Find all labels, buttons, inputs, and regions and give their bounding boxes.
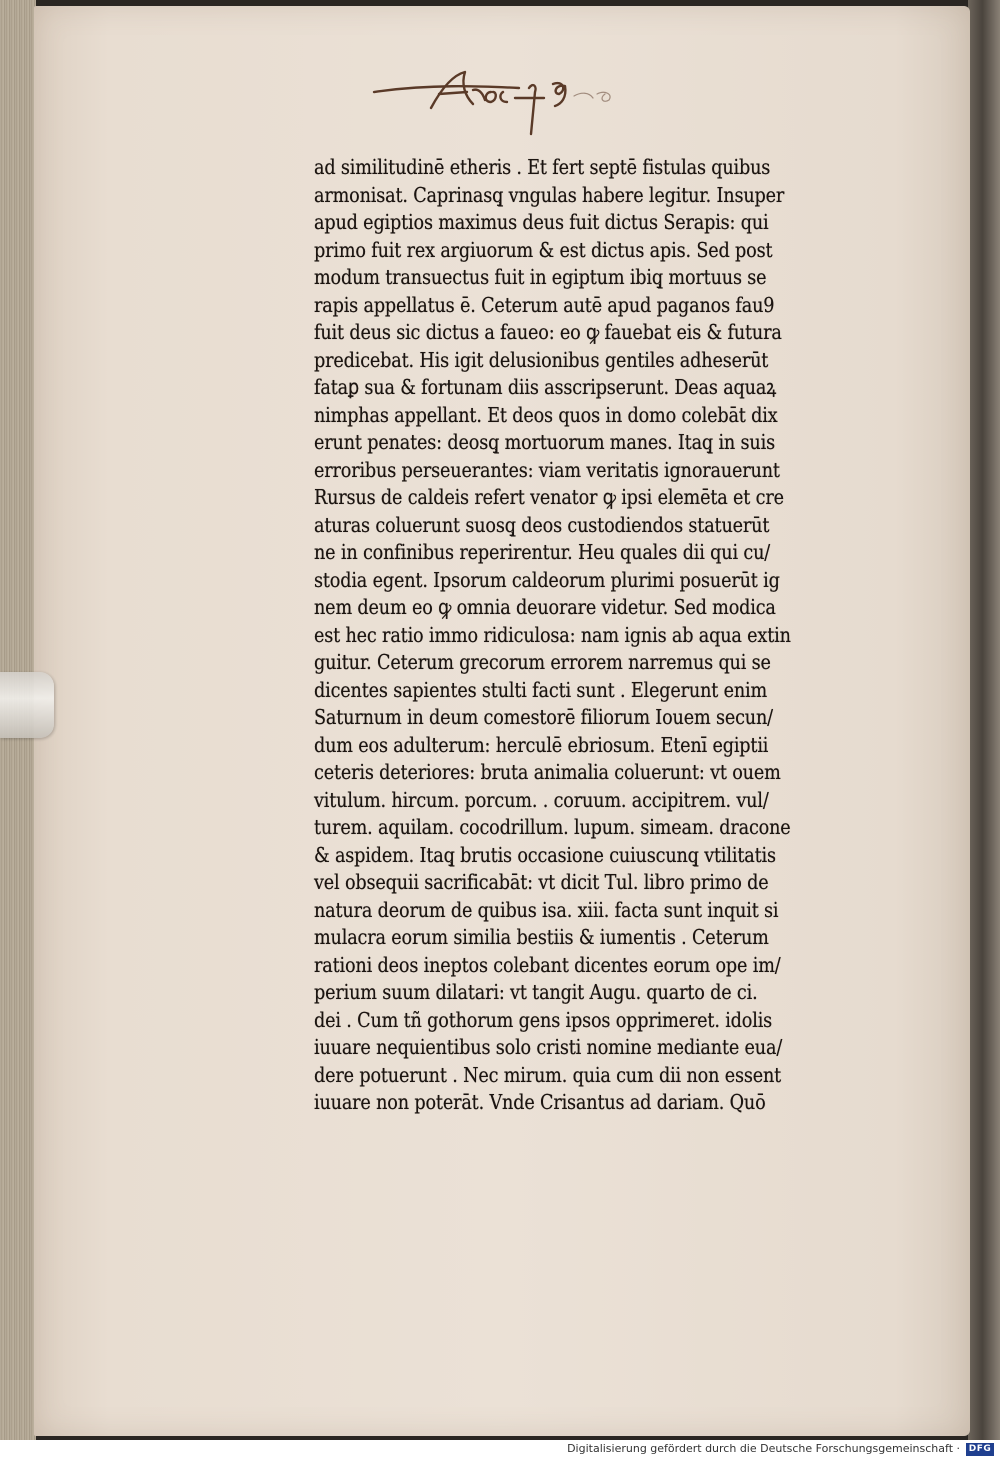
text-line: stodia egent. Ipsorum caldeorum plurimi posuerūt ig [314,567,780,592]
text-line: erunt penates: deosq̧ mortuorum manes. Itaq̧ in suis [314,430,775,454]
text-line: predicebat. His igit delusionibus gentiles adheserūt [314,347,769,372]
text-line: dum eos adulterum: herculē ebriosum. Etenī egiptii [314,732,769,757]
book-page [34,6,970,1436]
handwritten-annotation-text: A rac. i. 9 [369,64,374,65]
digitization-footer [0,1440,1000,1459]
text-line: dicentes sapientes stulti facti sunt . Elegerunt enim [314,677,768,702]
book-cover-edge [968,0,1000,1440]
page-clip [0,672,54,738]
text-line: turem. aquilam. cocodrillum. lupum. simeam. dracone [314,815,791,839]
text-line: natura deorum de quibus isa. xiii. facta sunt inquit si [314,897,779,922]
text-line: & aspidem. Itaq̧ brutis occasione cuiuscunq̧ vtilitatis [314,842,776,867]
text-line: iuuare nequientibus solo cristi nomine mediante eua/ [314,1035,783,1059]
text-line: mulacra eorum similia bestiis & iumentis . Ceterum [314,925,769,949]
text-line: iuuare non poterāt. Vnde Crisantus ad dariam. Quō [314,1090,766,1114]
text-line: aturas coluerunt suosq̧ deos custodiendos statuerūt [314,512,770,537]
text-line: fataꝑ sua & fortunam diis asscripserunt. Deas aquaꝝ [314,375,777,399]
text-line: ne in confinibus reperirentur. Heu quales dii qui cu/ [314,540,771,564]
text-line: primo fuit rex argiuorum & est dictus apis. Sed post [314,237,773,262]
text-line: perium suum dilatari: vt tangit Augu. quarto de ci. [314,980,758,1004]
text-line: Rursus de caldeis refert venator ꝙ ipsi elemēta et cre [314,485,784,509]
text-line: nimphas appellant. Et deos quos in domo colebāt dix [314,402,778,427]
text-line: Saturnum in deum comestorē filiorum Iouem secun/ [314,705,773,729]
dfg-logo: DFG [966,1443,994,1456]
text-line: vitulum. hircum. porcum. . coruum. accipitrem. vul/ [314,787,769,812]
text-line: nem deum eo ꝙ omnia deuorare videtur. Sed modica [314,595,776,619]
text-line: guitur. Ceterum grecorum errorem narremus qui se [314,650,771,674]
text-line: apud egiptios maximus deus fuit dictus Serapis: qui [314,210,769,234]
text-line: ceteris deteriores: bruta animalia coluerunt: vt ouem [314,760,781,784]
text-line: rationi deos ineptos colebant dicentes eorum ope im/ [314,952,781,977]
text-line: dei . Cum tñ gothorum gens ipsos opprimeret. idolis [314,1007,773,1032]
text-line: erroribus perseuerantes: viam veritatis ignorauerunt [314,457,780,482]
text-line: fuit deus sic dictus a faueo: eo ꝙ fauebat eis & futura [314,320,782,344]
text-line: rapis appellatus ē. Ceterum autē apud paganos fau9 [314,292,775,317]
text-line: vel obsequii sacrificabāt: vt dicit Tul. libro primo de [314,870,769,894]
funding-credit: Digitalisierung gefördert durch die Deutsche Forschungsgemeinschaft · [567,1442,960,1455]
text-line: modum transuectus fuit in egiptum ibiq̧ mortuus se [314,265,767,289]
text-line: dere potuerunt . Nec mirum. quia cum dii non essent [314,1062,782,1087]
text-line: ad similitudinē etheris . Et fert septē fistulas quibus [314,155,771,179]
text-line: est hec ratio immo ridiculosa: nam ignis ab aqua extin [314,622,791,647]
text-line: armonisat. Caprinasq̧ vngulas habere legitur. Insuper [314,182,785,207]
handwritten-annotation [369,64,659,144]
incunabulum-text-block [314,154,864,1117]
